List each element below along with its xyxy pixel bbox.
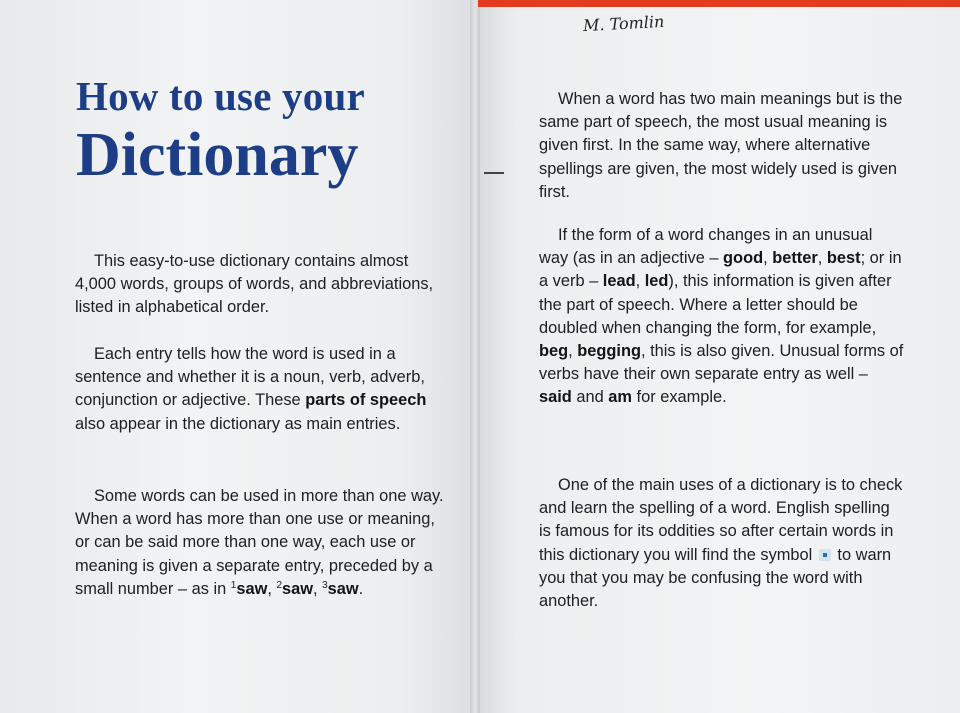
period: . [358,579,364,598]
parts-text-1: Each entry tells how the word is used in a sentence and whether it is a noun, verb, adverb, conjunction or adjective. These [75,345,425,410]
parts-of-speech-paragraph [75,343,447,436]
sense-number-3: 3 [322,579,328,591]
example-good: good [723,249,764,268]
forms-text: and [571,388,609,407]
example-am: am [608,388,632,407]
example-lead: lead [602,272,636,291]
separator: , [267,579,277,598]
sense-number-2: 2 [276,579,282,591]
intro-paragraph [75,250,447,320]
intro-text: This easy-to-use dictionary contains almost 4,000 words, groups of words, and abbreviations, listed in alphabetical order. [75,252,434,317]
red-page-edge [478,0,960,7]
separator: , [312,579,323,598]
page-title [76,70,365,188]
sense-number-1: 1 [230,579,237,591]
example-begging: begging [577,342,641,361]
forms-text: for example. [631,388,727,407]
spelling-text-1: One of the main uses of a dictionary is to check and learn the spelling of a word. English spelling is famous for its oddities so after certain words in this dictionary you will find the symbol [539,476,903,564]
separator: , [568,342,578,361]
two-meanings-paragraph [539,88,905,204]
example-word-saw-3: saw [327,579,359,598]
book-gutter [470,0,480,713]
spelling-paragraph [539,474,905,613]
handwritten-signature: M. Tomlin [582,11,665,36]
example-beg: beg [539,342,569,361]
meanings-text: Some words can be used in more than one way. When a word has more than one use or meaning, or can be said more than one way, each use or meaning is given a separate entry, preceded by a small number – as in [75,487,444,598]
separator: , [817,249,827,268]
example-said: said [539,388,572,407]
parts-of-speech-term: parts of speech [305,391,427,410]
forms-text: ; or in a verb – [539,249,902,291]
warning-symbol-icon [819,549,831,561]
example-led: led [644,272,669,291]
forms-text: , this is also given. Unusual forms of verbs have their own separate entry as well – [539,342,904,384]
example-word-saw-1: saw [236,579,268,598]
separator: , [635,272,645,291]
forms-text: If the form of a word changes in an unusual way (as in an adjective – [539,226,873,268]
parts-text-2: also appear in the dictionary as main entries. [75,414,401,433]
separator: , [763,249,773,268]
title-line-2: Dictionary [76,121,359,189]
multiple-meanings-paragraph [75,485,447,601]
pencil-mark [484,172,504,174]
spelling-text-2: to warn you that you may be confusing the word with another. [539,545,892,611]
word-forms-paragraph [539,224,905,410]
forms-text: ), this information is given after the part of speech. Where a letter should be doubled when changing the form, for example, [539,272,892,337]
example-word-saw-2: saw [282,579,313,598]
example-better: better [772,249,818,268]
title-line-1: How to use your [76,73,365,119]
two-meanings-text: When a word has two main meanings but is the same part of speech, the most usual meaning is given first. In the same way, where alternative spellings are given, the most widely used is given first. [539,90,903,201]
example-best: best [826,249,861,268]
